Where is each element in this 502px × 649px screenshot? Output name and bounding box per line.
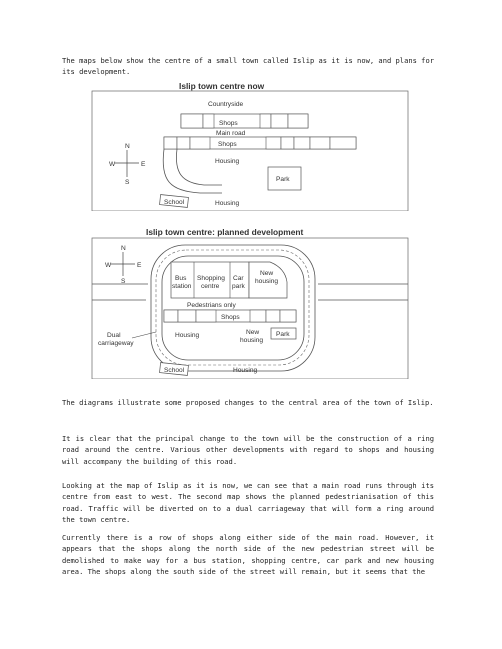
label-housing-bottom: Housing [233,367,258,374]
label-centre: centre [201,283,220,290]
label-countryside: Countryside [208,101,244,108]
intro-paragraph: The maps below show the centre of a small town called Islip as it is now, and plans for its development. [62,56,434,77]
compass-e: E [137,262,142,269]
compass-w: W [109,161,116,168]
compass-w: W [105,262,112,269]
label-new-1: New [260,270,274,277]
label-park-word: park [232,283,245,290]
label-school: School [164,367,185,374]
label-car: Car [233,275,244,282]
compass-s: S [125,179,130,186]
map-planned-title: Islip town centre: planned development [146,227,304,237]
label-shops-south: Shops [218,141,237,148]
label-park: Park [276,176,290,183]
shops-row-south [164,137,356,149]
label-pedestrians-only: Pedestrians only [187,302,236,309]
map-islip-now [90,81,410,211]
compass-e: E [141,161,146,168]
label-housing-bottom: Housing [215,200,240,207]
map-now-title: Islip town centre now [179,81,265,91]
paragraph-2: It is clear that the principal change to the town will be the construction of a ring road around the centre. Various other developments with regard to shops and housing will accompany the building of this road. [62,434,434,466]
label-carriageway: carriageway [98,340,134,347]
label-dual: Dual [107,332,121,339]
label-school: School [164,199,185,206]
paragraph-4: Currently there is a row of shops along either side of the main road. However, it appears that the shops along the north side of the new pedestrian street will be demolished to make way for a bus station, shopping centre, car park and new housing area. The shops along the south side of the street will remain, but it seems that the [62,533,434,576]
label-new-2: New [246,329,260,336]
paragraph-3: Looking at the map of Islip as it is now, we can see that a main road runs through its centre from east to west. The second map shows the planned pedestrianisation of this road. Traffic will be diverted on to a dual carriageway that will form a ring around the town centre. [62,481,434,524]
shops-row-north [181,114,308,128]
label-station: station [172,283,192,290]
label-park: Park [276,331,290,338]
label-main-road: Main road [216,130,246,137]
label-housing-middle: Housing [215,158,240,165]
label-housing-left: Housing [175,332,200,339]
compass-s: S [121,278,126,285]
map-islip-planned [90,226,410,379]
label-shopping: Shopping [197,275,225,282]
paragraph-1: The diagrams illustrate some proposed changes to the central area of the town of Islip. [62,398,434,407]
compass-n: N [125,143,130,150]
label-housing-1: housing [255,278,279,285]
compass-n: N [121,245,126,252]
label-bus: Bus [175,275,187,282]
label-shops-north: Shops [219,120,238,127]
label-housing-2: housing [240,337,264,344]
label-shops: Shops [221,314,240,321]
